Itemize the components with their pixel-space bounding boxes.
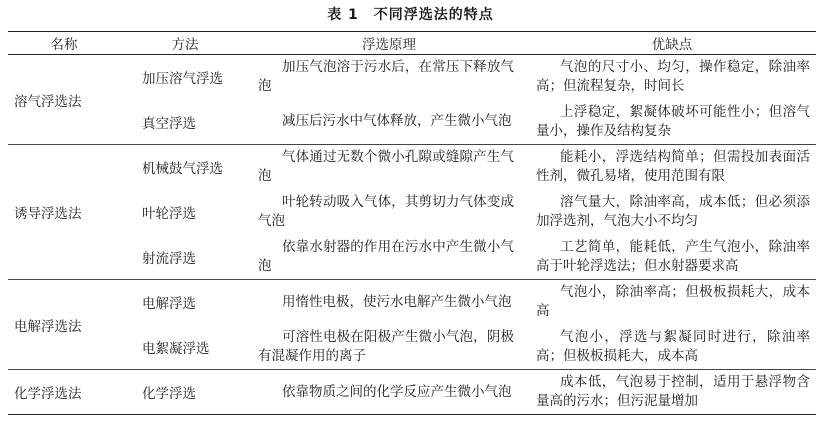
pros-cons-cell: 气泡的尺寸小、均匀，操作稳定，除油率高；但流程复杂，时间长 bbox=[536, 59, 810, 95]
method-cell: 电解浮选 bbox=[142, 296, 196, 313]
group-name-electrolytic: 电解浮选法 bbox=[8, 280, 120, 370]
principle-cell: 可溶性电极在阳极产生微小气泡，阴极有混凝作用的离子 bbox=[250, 325, 528, 370]
group-name-dissolved-air: 溶气浮选法 bbox=[8, 55, 120, 145]
table-row bbox=[8, 280, 816, 325]
pros-cons-cell: 溶气量大，除油率高，成本低；但必须添加浮选剂，气泡大小不均匀 bbox=[536, 194, 810, 229]
method-cell: 机械鼓气浮选 bbox=[142, 161, 223, 178]
principle-cell: 加压气泡溶于污水后，在常压下释放气泡 bbox=[258, 59, 514, 95]
method-cell: 真空浮选 bbox=[120, 100, 250, 145]
flotation-methods-table bbox=[8, 31, 816, 415]
group-name-induced: 诱导浮选法 bbox=[8, 145, 120, 280]
table-row bbox=[8, 235, 816, 280]
header-row bbox=[8, 32, 816, 55]
pros-cons-cell: 能耗小，浮选结构简单；但需投加表面活性剂，微孔易堵，使用范围有限 bbox=[536, 149, 810, 185]
method-cell: 加压溶气浮选 bbox=[142, 71, 223, 88]
header-pros-cons: 优缺点 bbox=[528, 32, 816, 55]
pros-cons-cell: 工艺简单，能耗低，产生气泡小，除油率高于叶轮浮选法；但水射器要求高 bbox=[528, 235, 816, 280]
table-caption: 表 1 不同浮选法的特点 bbox=[327, 7, 494, 23]
method-cell: 叶轮浮选 bbox=[142, 206, 196, 222]
principle-cell: 依靠物质之间的化学反应产生微小气泡 bbox=[250, 370, 528, 415]
group-name-chemical: 化学浮选法 bbox=[8, 370, 120, 415]
table-row bbox=[8, 190, 816, 235]
principle-cell: 用惰性电极，使污水电解产生微小气泡 bbox=[282, 293, 512, 310]
header-principle: 浮选原理 bbox=[250, 32, 528, 55]
table-row bbox=[8, 55, 816, 100]
header-name: 名称 bbox=[8, 32, 120, 55]
pros-cons-cell: 上浮稳定，絮凝体破坏可能性小；但溶气量小，操作及结构复杂 bbox=[528, 100, 816, 145]
header-method: 方法 bbox=[120, 32, 250, 55]
principle-cell: 气体通过无数个微小孔隙或缝隙产生气泡 bbox=[258, 149, 514, 185]
table-row bbox=[8, 325, 816, 370]
method-cell: 射流浮选 bbox=[120, 235, 250, 280]
pros-cons-cell: 气泡小，浮选与絮凝同时进行，除油率高；但极板损耗大，成本高 bbox=[528, 325, 816, 370]
method-cell: 化学浮选 bbox=[120, 370, 250, 415]
pros-cons-cell: 成本低，气泡易于控制，适用于悬浮物含量高的污水；但污泥量增加 bbox=[528, 370, 816, 415]
principle-cell: 叶轮转动吸入气体，其剪切力气体变成气泡 bbox=[258, 194, 514, 229]
principle-cell: 减压后污水中气体释放，产生微小气泡 bbox=[250, 100, 528, 145]
table-row bbox=[8, 145, 816, 190]
principle-cell: 依靠水射器的作用在污水中产生微小气泡 bbox=[250, 235, 528, 280]
table-row bbox=[8, 370, 816, 415]
pros-cons-cell: 气泡小，除油率高；但极板损耗大，成本高 bbox=[536, 284, 810, 320]
table-row bbox=[8, 100, 816, 145]
method-cell: 电絮凝浮选 bbox=[120, 325, 250, 370]
